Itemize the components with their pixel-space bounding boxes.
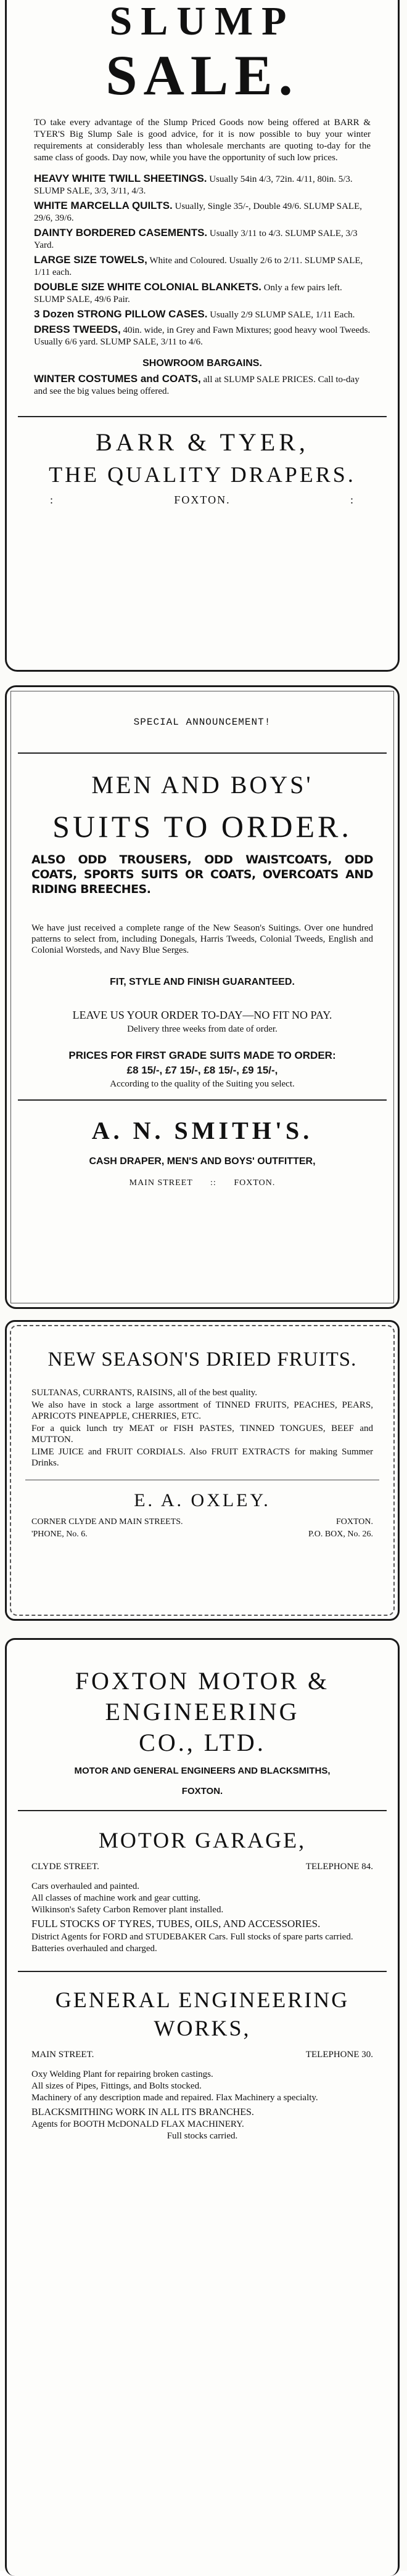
- divider: [18, 416, 387, 417]
- company-heading-line-1: FOXTON MOTOR &: [75, 1667, 330, 1695]
- announcement-heading: SPECIAL ANNOUNCEMENT!: [133, 717, 271, 728]
- works-heading-line-1: GENERAL ENGINEERING: [55, 1987, 350, 2012]
- company-subtitle: MOTOR AND GENERAL ENGINEERS AND BLACKSMITHS,: [74, 1766, 331, 1776]
- barr-tyer-advertisement: [5, 0, 400, 672]
- divider: [18, 1810, 387, 1811]
- smith-advertisement: [5, 685, 400, 1309]
- firm-phone: 'PHONE, No. 6.: [31, 1530, 88, 1539]
- lunch-line: For a quick lunch try MEAT or FISH PASTES, TINNED TONGUES, BEEF and MUTTON.: [31, 1424, 373, 1445]
- prices-heading: PRICES FOR FIRST GRADE SUITS MADE TO ORDER:: [68, 1050, 336, 1061]
- garage-contact-row: [31, 1862, 373, 1872]
- firm-town: FOXTON.: [234, 1178, 276, 1188]
- garage-line: Batteries overhauled and charged.: [31, 1944, 157, 1954]
- works-street: MAIN STREET.: [31, 2050, 94, 2060]
- delivery-line: Delivery three weeks from date of order.: [127, 1024, 278, 1034]
- company-heading-line-3: CO., LTD.: [139, 1729, 266, 1756]
- sale-item: 3 Dozen STRONG PILLOW CASES. Usually 2/9 SLUMP SALE, 1/11 Each.: [34, 308, 355, 320]
- oxley-advertisement: [5, 1320, 400, 1621]
- firm-name: A. N. SMITH'S.: [91, 1117, 313, 1144]
- also-line: ALSO ODD TROUSERS, ODD WAISTCOATS, ODD COATS, SPORTS SUITS OR COATS, OVERCOATS AND RIDING BREECHES.: [31, 853, 373, 896]
- firm-address: [7, 1178, 398, 1188]
- firm-location-row: [50, 494, 355, 507]
- fruits-line: SULTANAS, CURRANTS, RAISINS, all of the best quality.: [31, 1388, 258, 1398]
- firm-town: FOXTON.: [174, 494, 231, 506]
- colon-ornament: :: [350, 494, 355, 506]
- sale-item: DAINTY BORDERED CASEMENTS. Usually 3/11 to 4/3. SLUMP SALE, 3/3 Yard.: [34, 227, 358, 250]
- according-line: According to the quality of the Suiting you select.: [110, 1079, 295, 1089]
- works-line: Full stocks carried.: [166, 2131, 238, 2141]
- cordials-line: LIME JUICE and FRUIT CORDIALS. Also FRUIT EXTRACTS for making Summer Drinks.: [31, 1447, 373, 1468]
- divider: [18, 752, 387, 754]
- garage-phone: TELEPHONE 84.: [305, 1862, 373, 1872]
- dried-fruits-heading: NEW SEASON'S DRIED FRUITS.: [47, 1348, 357, 1371]
- firm-address: CORNER CLYDE AND MAIN STREETS.: [31, 1517, 183, 1526]
- firm-pobox: P.O. BOX, No. 26.: [308, 1530, 373, 1539]
- prices-line: £8 15/-, £7 15/-, £8 15/-, £9 15/-,: [126, 1064, 278, 1076]
- colon-ornament: :: [50, 494, 55, 506]
- divider: [18, 1971, 387, 1972]
- works-line: Machinery of any description made and repaired. Flax Machinery a specialty.: [31, 2093, 318, 2103]
- firm-name: BARR & TYER,: [96, 428, 309, 456]
- foxton-motor-advertisement: [5, 1638, 400, 2576]
- divider: [18, 1099, 387, 1101]
- sale-item: WHITE MARCELLA QUILTS. Usually, Single 35/-, Double 49/6. SLUMP SALE, 29/6, 39/6.: [34, 200, 362, 223]
- garage-line: Wilkinson's Safety Carbon Remover plant installed.: [31, 1905, 224, 1915]
- order-line: LEAVE US YOUR ORDER TO-DAY—NO FIT NO PAY.: [72, 1009, 332, 1021]
- sale-item: LARGE SIZE TOWELS, White and Coloured. Usually 2/6 to 2/11. SLUMP SALE, 1/11 each.: [34, 254, 363, 277]
- sale-item: DOUBLE SIZE WHITE COLONIAL BLANKETS. Only a few pairs left. SLUMP SALE, 49/6 Pair.: [34, 281, 342, 304]
- street-name: MAIN STREET: [129, 1178, 193, 1188]
- tinned-line: We also have in stock a large assortment of TINNED FRUITS, PEACHES, PEARS, APRICOTS PINEAPPLE, CHERRIES, ETC.: [31, 1400, 373, 1421]
- works-contact-row: [31, 2050, 373, 2060]
- guarantee-line: FIT, STYLE AND FINISH GUARANTEED.: [110, 977, 295, 987]
- works-line: BLACKSMITHING WORK IN ALL ITS BRANCHES.: [31, 2107, 254, 2117]
- firm-town: FOXTON.: [335, 1517, 373, 1526]
- company-town: FOXTON.: [181, 1786, 223, 1796]
- works-line: Oxy Welding Plant for repairing broken castings.: [31, 2069, 213, 2079]
- garage-line: All classes of machine work and gear cutting.: [31, 1893, 201, 1903]
- suits-heading: SUITS TO ORDER.: [52, 809, 352, 844]
- firm-tagline: THE QUALITY DRAPERS.: [49, 462, 356, 487]
- garage-line: Cars overhauled and painted.: [31, 1881, 139, 1891]
- firm-name: E. A. OXLEY.: [134, 1490, 271, 1510]
- men-boys-heading: MEN AND BOYS': [91, 771, 313, 799]
- sale-intro: TO take every advantage of the Slump Priced Goods now being offered at BARR & TYER'S Big Slump Sale is good advice, for it is now possible to buy your winter requirements at considerably less than wholesale merchants are quoting to-day for the same class of goods. Day now, while you have the opportunity of such low prices.: [34, 118, 371, 163]
- showroom-heading: SHOWROOM BARGAINS.: [142, 358, 262, 369]
- slump-heading: SLUMP: [109, 0, 295, 44]
- works-line: Agents for BOOTH McDONALD FLAX MACHINERY.: [31, 2119, 244, 2129]
- garage-line: District Agents for FORD and STUDEBAKER Cars. Full stocks of spare parts carried.: [31, 1932, 353, 1942]
- sale-item: DRESS TWEEDS, 40in. wide, in Grey and Fawn Mixtures; good heavy wool Tweeds. Usually 6/6 yard. SLUMP SALE, 3/11 to 4/6.: [34, 324, 371, 347]
- firm-subtitle: CASH DRAPER, MEN'S AND BOYS' OUTFITTER,: [89, 1156, 316, 1167]
- works-line: All sizes of Pipes, Fittings, and Bolts stocked.: [31, 2081, 202, 2091]
- garage-street: CLYDE STREET.: [31, 1862, 99, 1872]
- ornamental-border: [10, 1325, 395, 1616]
- received-text: We have just received a complete range of the New Season's Suitings. Over one hundred patterns to select from, including Donegals, Harris Tweeds, Colonial Tweeds, English and Colonial Worsteds, and Navy Blue Serges.: [31, 923, 373, 955]
- works-phone: TELEPHONE 30.: [305, 2050, 373, 2060]
- showroom-text: WINTER COSTUMES and COATS, all at SLUMP SALE PRICES. Call to-day and see the big values being offered.: [34, 373, 360, 396]
- garage-line: FULL STOCKS OF TYRES, TUBES, OILS, AND ACCESSORIES.: [31, 1918, 321, 1930]
- separator: ::: [210, 1178, 216, 1188]
- company-heading-line-2: ENGINEERING: [105, 1698, 300, 1726]
- garage-heading: MOTOR GARAGE,: [98, 1828, 306, 1853]
- works-heading-line-2: WORKS,: [154, 2016, 251, 2040]
- sale-item: HEAVY WHITE TWILL SHEETINGS. Usually 54in 4/3, 72in. 4/11, 80in. 5/3. SLUMP SALE, 3/3, 3/11, 4/3.: [34, 173, 353, 196]
- sale-heading: SALE.: [105, 44, 299, 107]
